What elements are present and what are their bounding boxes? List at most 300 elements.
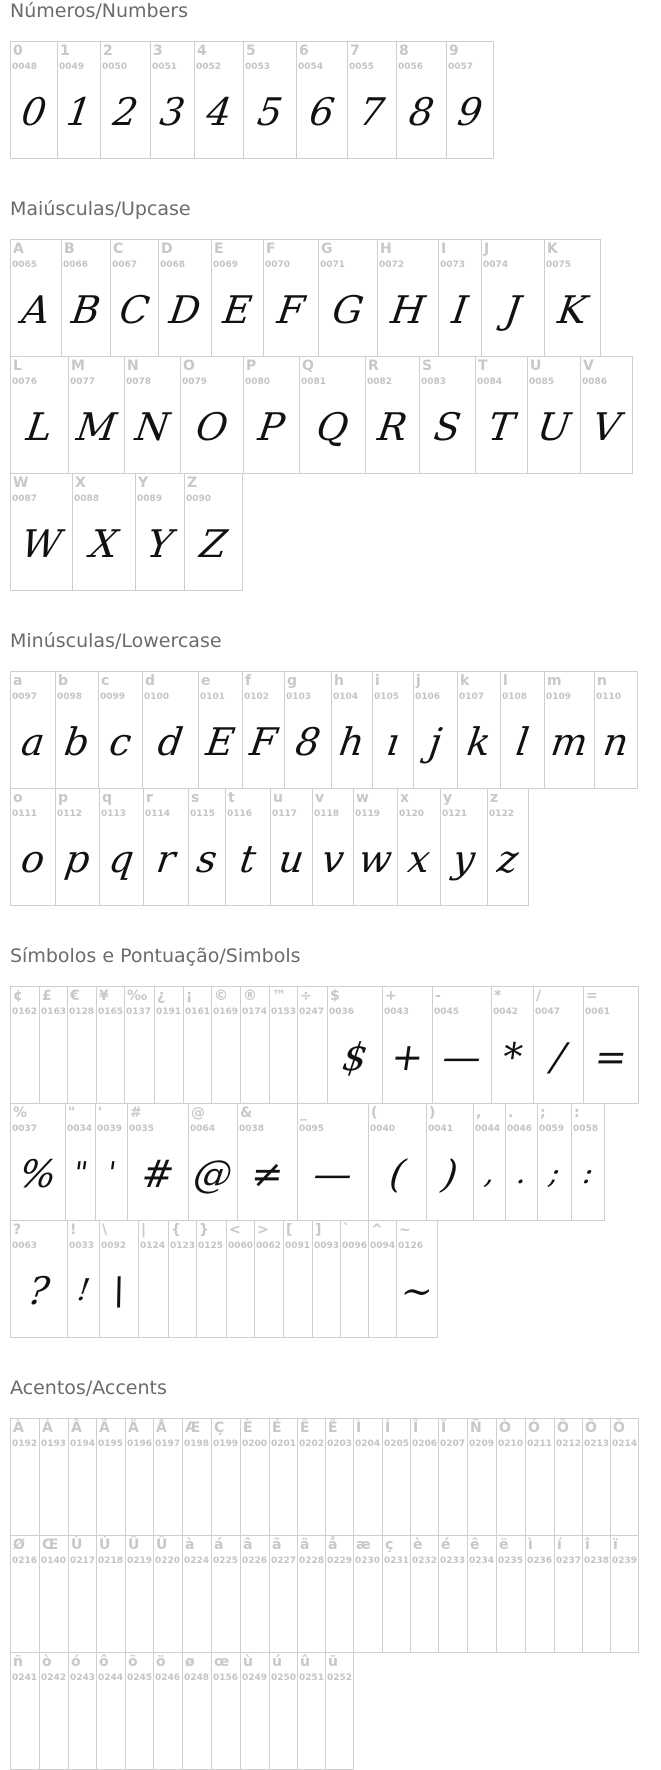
glyph-cell-0237 [554, 1535, 583, 1653]
glyph-sample: s [194, 837, 220, 881]
glyph-code-label: 0163 [41, 1007, 67, 1017]
glyph-code-label: 0055 [349, 62, 375, 72]
glyph-cell-0102 [242, 671, 285, 789]
glyph-cell-0246 [153, 1652, 183, 1770]
glyph-char-label: I [441, 241, 447, 257]
glyph-cell-0073 [438, 239, 482, 357]
glyph-cell-0204 [353, 1418, 383, 1536]
glyph-cell-0192 [10, 1418, 40, 1536]
glyph-sample: \ [109, 1269, 129, 1313]
glyph-cell-0245 [125, 1652, 154, 1770]
glyph-cell-0113 [99, 788, 144, 906]
glyph-code-label: 0220 [155, 1556, 181, 1566]
glyph-code-label: 0088 [74, 494, 100, 504]
glyph-code-label: 0239 [612, 1556, 638, 1566]
glyph-code-label: 0060 [228, 1241, 254, 1251]
glyph-char-label: ' [98, 1105, 103, 1121]
glyph-cell-0114 [143, 788, 189, 906]
glyph-char-label: 6 [299, 43, 309, 59]
glyph-char-label: D [161, 241, 173, 257]
glyph-code-label: 0224 [184, 1556, 210, 1566]
glyph-sample: ! [75, 1273, 93, 1308]
glyph-cell-0079 [180, 356, 244, 474]
glyph-char-label: w [356, 790, 369, 806]
glyph-sample: k [464, 720, 494, 764]
glyph-char-label: å [328, 1537, 338, 1553]
glyph-char-label: u [273, 790, 283, 806]
glyph-sample: N [132, 405, 173, 449]
glyph-char-label: Á [42, 1420, 53, 1436]
glyph-cell-0125 [196, 1220, 227, 1338]
glyph-cell-0108 [500, 671, 545, 789]
glyph-sample: y [450, 837, 478, 881]
glyph-char-label: É [272, 1420, 282, 1436]
glyph-code-label: 0211 [527, 1439, 553, 1449]
glyph-sample: T [485, 405, 518, 449]
glyph-sample: " [71, 1156, 90, 1191]
glyph-cell-0089 [135, 473, 185, 591]
glyph-code-label: 0072 [379, 260, 405, 270]
glyph-cell-0207 [438, 1418, 468, 1536]
glyph-code-label: 0235 [498, 1556, 524, 1566]
glyph-sample: 8 [406, 90, 437, 134]
glyph-sample: V [589, 405, 624, 449]
glyph-char-label: À [13, 1420, 24, 1436]
glyph-code-label: 0067 [112, 260, 138, 270]
glyph-char-label: 8 [399, 43, 409, 59]
glyph-sample: + [388, 1035, 427, 1079]
glyph-code-label: 0250 [271, 1673, 297, 1683]
glyph-char-label: Z [187, 475, 198, 491]
glyph-char-label: Ò [499, 1420, 511, 1436]
glyph-char-label: ô [99, 1654, 109, 1670]
glyph-sample: o [18, 837, 48, 881]
glyph-char-label: t [228, 790, 235, 806]
glyph-char-label: Ì [356, 1420, 362, 1436]
glyph-code-label: 0162 [12, 1007, 38, 1017]
glyph-char-label: v [315, 790, 325, 806]
glyph-code-label: 0109 [546, 692, 572, 702]
glyph-char-label: ü [328, 1654, 338, 1670]
glyph-char-label: ù [243, 1654, 253, 1670]
glyph-cell-0243 [68, 1652, 97, 1770]
glyph-code-label: 0086 [582, 377, 608, 387]
glyph-char-label: Ç [214, 1420, 225, 1436]
glyph-code-label: 0052 [196, 62, 222, 72]
glyph-char-label: # [130, 1105, 142, 1121]
glyph-code-label: 0066 [63, 260, 89, 270]
glyph-cell-0248 [182, 1652, 212, 1770]
glyph-char-label: È [243, 1420, 253, 1436]
glyph-cell-0050 [100, 41, 151, 159]
glyph-code-label: 0229 [327, 1556, 353, 1566]
glyph-code-label: 0116 [227, 809, 253, 819]
glyph-cell-0048 [10, 41, 58, 159]
glyph-cell-0230 [353, 1535, 383, 1653]
glyph-sample: ' [104, 1156, 119, 1191]
glyph-code-label: 0050 [102, 62, 128, 72]
glyph-code-label: 0102 [244, 692, 270, 702]
glyph-cell-0234 [467, 1535, 497, 1653]
glyph-code-label: 0231 [384, 1556, 410, 1566]
glyph-char-label: Â [71, 1420, 82, 1436]
glyph-char-label: m [547, 673, 562, 689]
glyph-char-label: l [503, 673, 508, 689]
glyph-code-label: 0119 [355, 809, 381, 819]
glyph-char-label: E [214, 241, 224, 257]
glyph-char-label: + [385, 988, 397, 1004]
glyph-cell-0228 [297, 1535, 326, 1653]
glyph-cell-0086 [580, 356, 633, 474]
glyph-sample: P [255, 405, 288, 449]
glyph-cell-0099 [98, 671, 143, 789]
glyph-sample: p [62, 837, 93, 881]
glyph-cell-0210 [496, 1418, 526, 1536]
glyph-sample: d [155, 720, 186, 764]
glyph-cell-0238 [582, 1535, 611, 1653]
glyph-char-label: c [101, 673, 110, 689]
glyph-char-label: x [400, 790, 410, 806]
glyph-cell-0106 [413, 671, 458, 789]
glyph-code-label: 0053 [245, 62, 271, 72]
glyph-code-label: 0114 [145, 809, 171, 819]
glyph-cell-0120 [397, 788, 441, 906]
glyph-cell-0111 [10, 788, 56, 906]
glyph-char-label: 5 [246, 43, 256, 59]
glyph-sample: v [319, 837, 347, 881]
glyph-cell-0112 [55, 788, 100, 906]
glyph-code-label: 0192 [12, 1439, 38, 1449]
glyph-sample: D [166, 288, 204, 332]
glyph-code-label: 0201 [271, 1439, 297, 1449]
glyph-sample: I [449, 288, 471, 332]
glyph-char-label: ] [315, 1222, 322, 1238]
glyph-char-label: k [460, 673, 470, 689]
glyph-sample: L [23, 405, 56, 449]
glyph-char-label: ~ [399, 1222, 411, 1238]
glyph-code-label: 0065 [12, 260, 38, 270]
glyph-char-label: ï [613, 1537, 618, 1553]
glyph-cell-0095 [297, 1103, 369, 1221]
glyph-sample: C [116, 288, 153, 332]
glyph-cell-0061 [583, 986, 639, 1104]
glyph-code-label: 0227 [271, 1556, 297, 1566]
glyph-char-label: æ [356, 1537, 371, 1553]
glyph-char-label: M [71, 358, 85, 374]
glyph-cell-0091 [283, 1220, 313, 1338]
glyph-code-label: 0057 [448, 62, 474, 72]
glyph-code-label: 0199 [213, 1439, 239, 1449]
glyph-cell-0219 [125, 1535, 154, 1653]
glyph-sample: 8 [292, 720, 324, 764]
glyph-cell-0076 [10, 356, 69, 474]
glyph-cell-0227 [269, 1535, 298, 1653]
glyph-char-label: B [64, 241, 75, 257]
glyph-sample: 6 [306, 90, 338, 134]
glyph-code-label: 0205 [384, 1439, 410, 1449]
glyph-cell-0124 [138, 1220, 169, 1338]
glyph-char-label: & [240, 1105, 253, 1121]
glyph-code-label: 0247 [299, 1007, 325, 1017]
glyph-cell-0165 [96, 986, 125, 1104]
glyph-char-label: h [334, 673, 344, 689]
glyph-char-label: ç [385, 1537, 394, 1553]
glyph-cell-0062 [254, 1220, 284, 1338]
glyph-sample: @ [190, 1152, 236, 1196]
glyph-cell-0118 [312, 788, 354, 906]
glyph-sample: U [534, 405, 574, 449]
glyph-code-label: 0228 [299, 1556, 325, 1566]
glyph-code-label: 0104 [333, 692, 359, 702]
glyph-cell-0202 [297, 1418, 326, 1536]
glyph-code-label: 0209 [469, 1439, 495, 1449]
glyph-code-label: 0042 [493, 1007, 519, 1017]
glyph-code-label: 0214 [612, 1439, 638, 1449]
glyph-code-label: 0069 [213, 260, 239, 270]
glyph-cell-0090 [184, 473, 243, 591]
glyph-cell-0036 [327, 986, 383, 1104]
glyph-sample: O [193, 405, 231, 449]
glyph-sample: * [499, 1035, 526, 1079]
glyph-char-label: ; [540, 1105, 546, 1121]
glyph-sample: G [329, 288, 367, 332]
glyph-char-label: * [494, 988, 502, 1004]
glyph-cell-0239 [610, 1535, 639, 1653]
glyph-char-label: 3 [153, 43, 163, 59]
glyph-cell-0085 [527, 356, 581, 474]
glyph-char-label: 4 [197, 43, 207, 59]
glyph-char-label: Ö [613, 1420, 625, 1436]
glyph-char-label: / [536, 988, 542, 1004]
glyph-cell-0067 [110, 239, 159, 357]
glyph-char-label: @ [191, 1105, 205, 1121]
glyph-char-label: r [146, 790, 153, 806]
glyph-code-label: 0212 [556, 1439, 582, 1449]
glyph-code-label: 0193 [41, 1439, 67, 1449]
glyph-char-label: ì [528, 1537, 533, 1553]
glyph-char-label: é [441, 1537, 451, 1553]
glyph-sample: Y [144, 522, 176, 566]
glyph-code-label: 0061 [585, 1007, 611, 1017]
glyph-char-label: - [435, 988, 441, 1004]
glyph-char-label: N [127, 358, 139, 374]
glyph-char-label: [ [286, 1222, 293, 1238]
glyph-code-label: 0110 [596, 692, 622, 702]
glyph-sample: z [494, 837, 522, 881]
glyph-char-label: { [171, 1222, 181, 1238]
glyph-code-label: 0202 [299, 1439, 325, 1449]
glyph-sample: r [153, 837, 179, 881]
glyph-char-label: ó [71, 1654, 81, 1670]
glyph-char-label: " [68, 1105, 76, 1121]
glyph-code-label: 0248 [184, 1673, 210, 1683]
glyph-char-label: œ [214, 1654, 230, 1670]
glyph-char-label: Ô [557, 1420, 569, 1436]
glyph-char-label: õ [128, 1654, 138, 1670]
glyph-cell-0084 [475, 356, 528, 474]
glyph-sample: h [336, 720, 368, 764]
glyph-char-label: , [476, 1105, 482, 1121]
glyph-code-label: 0244 [98, 1673, 124, 1683]
glyph-char-label: V [583, 358, 594, 374]
glyph-char-label: ! [70, 1222, 77, 1238]
glyph-sample: ~ [397, 1269, 437, 1313]
glyph-cell-0040 [368, 1103, 427, 1221]
glyph-cell-0140 [39, 1535, 69, 1653]
glyph-code-label: 0124 [140, 1241, 166, 1251]
glyph-char-label: o [13, 790, 23, 806]
glyph-code-label: 0044 [475, 1124, 501, 1134]
glyph-char-label: a [13, 673, 23, 689]
glyph-char-label: ã [272, 1537, 282, 1553]
glyph-cell-0123 [168, 1220, 197, 1338]
glyph-cell-0200 [240, 1418, 270, 1536]
glyph-sample: J [502, 288, 524, 332]
glyph-code-label: 0156 [213, 1673, 239, 1683]
glyph-sample: , [482, 1156, 497, 1191]
glyph-cell-0115 [188, 788, 226, 906]
glyph-char-label: ‰ [127, 988, 148, 1004]
glyph-code-label: 0036 [329, 1007, 355, 1017]
glyph-cell-0077 [68, 356, 125, 474]
glyph-code-label: 0234 [469, 1556, 495, 1566]
glyph-char-label: Ü [156, 1537, 168, 1553]
glyph-cell-0198 [182, 1418, 212, 1536]
glyph-cell-0109 [544, 671, 595, 789]
glyph-cell-0075 [544, 239, 601, 357]
glyph-char-label: ® [243, 988, 257, 1004]
glyph-code-label: 0249 [242, 1673, 268, 1683]
glyph-char-label: â [243, 1537, 253, 1553]
glyph-code-label: 0252 [327, 1673, 353, 1683]
glyph-cell-0191 [154, 986, 184, 1104]
glyph-cell-0128 [67, 986, 97, 1104]
glyph-sample: q [106, 837, 137, 881]
glyph-char-label: 2 [103, 43, 113, 59]
glyph-code-label: 0216 [12, 1556, 38, 1566]
glyph-char-label: \ [102, 1222, 108, 1238]
glyph-char-label: p [58, 790, 69, 806]
glyph-cell-0216 [10, 1535, 40, 1653]
glyph-cell-0153 [269, 986, 298, 1104]
glyph-code-label: 0161 [185, 1007, 211, 1017]
glyph-code-label: 0174 [242, 1007, 268, 1017]
glyph-code-label: 0126 [398, 1241, 424, 1251]
glyph-code-label: 0058 [573, 1124, 599, 1134]
glyph-char-label: ê [470, 1537, 480, 1553]
glyph-sample: c [106, 720, 135, 764]
glyph-char-label: ` [343, 1222, 350, 1238]
glyph-code-label: 0087 [12, 494, 38, 504]
glyph-cell-0249 [240, 1652, 270, 1770]
glyph-code-label: 0090 [186, 494, 212, 504]
glyph-char-label: T [478, 358, 488, 374]
section-title: Números/Numbers [10, 0, 188, 22]
glyph-code-label: 0038 [239, 1124, 265, 1134]
glyph-sample: % [16, 1152, 60, 1196]
glyph-cell-0104 [331, 671, 373, 789]
glyph-cell-0205 [382, 1418, 411, 1536]
glyph-code-label: 0045 [434, 1007, 460, 1017]
glyph-char-label: R [368, 358, 379, 374]
glyph-code-label: 0041 [428, 1124, 454, 1134]
glyph-cell-0247 [297, 986, 328, 1104]
glyph-cell-0201 [269, 1418, 298, 1536]
glyph-code-label: 0251 [299, 1673, 325, 1683]
glyph-code-label: 0200 [242, 1439, 268, 1449]
glyph-char-label: U [530, 358, 542, 374]
section-title: Minúsculas/Lowercase [10, 630, 222, 652]
glyph-char-label: J [484, 241, 490, 257]
glyph-code-label: 0071 [320, 260, 346, 270]
glyph-sample: 9 [454, 90, 486, 134]
glyph-sample: l [513, 720, 532, 764]
glyph-char-label: _ [300, 1105, 307, 1121]
glyph-char-label: : [574, 1105, 580, 1121]
glyph-cell-0220 [153, 1535, 183, 1653]
glyph-sample: 1 [63, 90, 95, 134]
glyph-cell-0081 [299, 356, 366, 474]
glyph-char-label: û [300, 1654, 310, 1670]
glyph-cell-0039 [95, 1103, 128, 1221]
glyph-char-label: Ú [99, 1537, 111, 1553]
glyph-char-label: Ã [99, 1420, 110, 1436]
glyph-char-label: í [557, 1537, 562, 1553]
glyph-char-label: € [70, 988, 80, 1004]
glyph-cell-0080 [243, 356, 300, 474]
glyph-sample: u [276, 837, 307, 881]
glyph-cell-0093 [312, 1220, 341, 1338]
glyph-code-label: 0113 [101, 809, 127, 819]
glyph-char-label: ÷ [300, 988, 312, 1004]
glyph-code-label: 0140 [41, 1556, 67, 1566]
glyph-char-label: y [443, 790, 453, 806]
glyph-code-label: 0096 [342, 1241, 368, 1251]
glyph-code-label: 0034 [67, 1124, 93, 1134]
glyph-cell-0046 [505, 1103, 538, 1221]
glyph-code-label: 0213 [584, 1439, 610, 1449]
glyph-char-label: Q [302, 358, 314, 374]
glyph-char-label: f [245, 673, 252, 689]
glyph-sample: m [548, 720, 591, 764]
glyph-cell-0194 [68, 1418, 97, 1536]
glyph-cell-0119 [353, 788, 398, 906]
glyph-code-label: 0082 [367, 377, 393, 387]
glyph-code-label: 0125 [198, 1241, 224, 1251]
glyph-cell-0126 [396, 1220, 438, 1338]
glyph-code-label: 0046 [507, 1124, 533, 1134]
glyph-code-label: 0075 [546, 260, 572, 270]
glyph-char-label: n [597, 673, 607, 689]
glyph-code-label: 0049 [59, 62, 85, 72]
glyph-code-label: 0037 [12, 1124, 38, 1134]
glyph-char-label: ¥ [99, 988, 109, 1004]
glyph-char-label: q [102, 790, 113, 806]
glyph-char-label: O [183, 358, 195, 374]
glyph-code-label: 0242 [41, 1673, 67, 1683]
glyph-cell-0233 [438, 1535, 468, 1653]
glyph-sample: 2 [110, 90, 141, 134]
glyph-cell-0251 [297, 1652, 326, 1770]
glyph-cell-0058 [571, 1103, 605, 1221]
glyph-char-label: Y [138, 475, 149, 491]
glyph-char-label: | [141, 1222, 147, 1238]
glyph-code-label: 0217 [70, 1556, 96, 1566]
glyph-char-label: Í [385, 1420, 391, 1436]
glyph-cell-0161 [183, 986, 212, 1104]
glyph-cell-0242 [39, 1652, 69, 1770]
glyph-code-label: 0218 [98, 1556, 124, 1566]
